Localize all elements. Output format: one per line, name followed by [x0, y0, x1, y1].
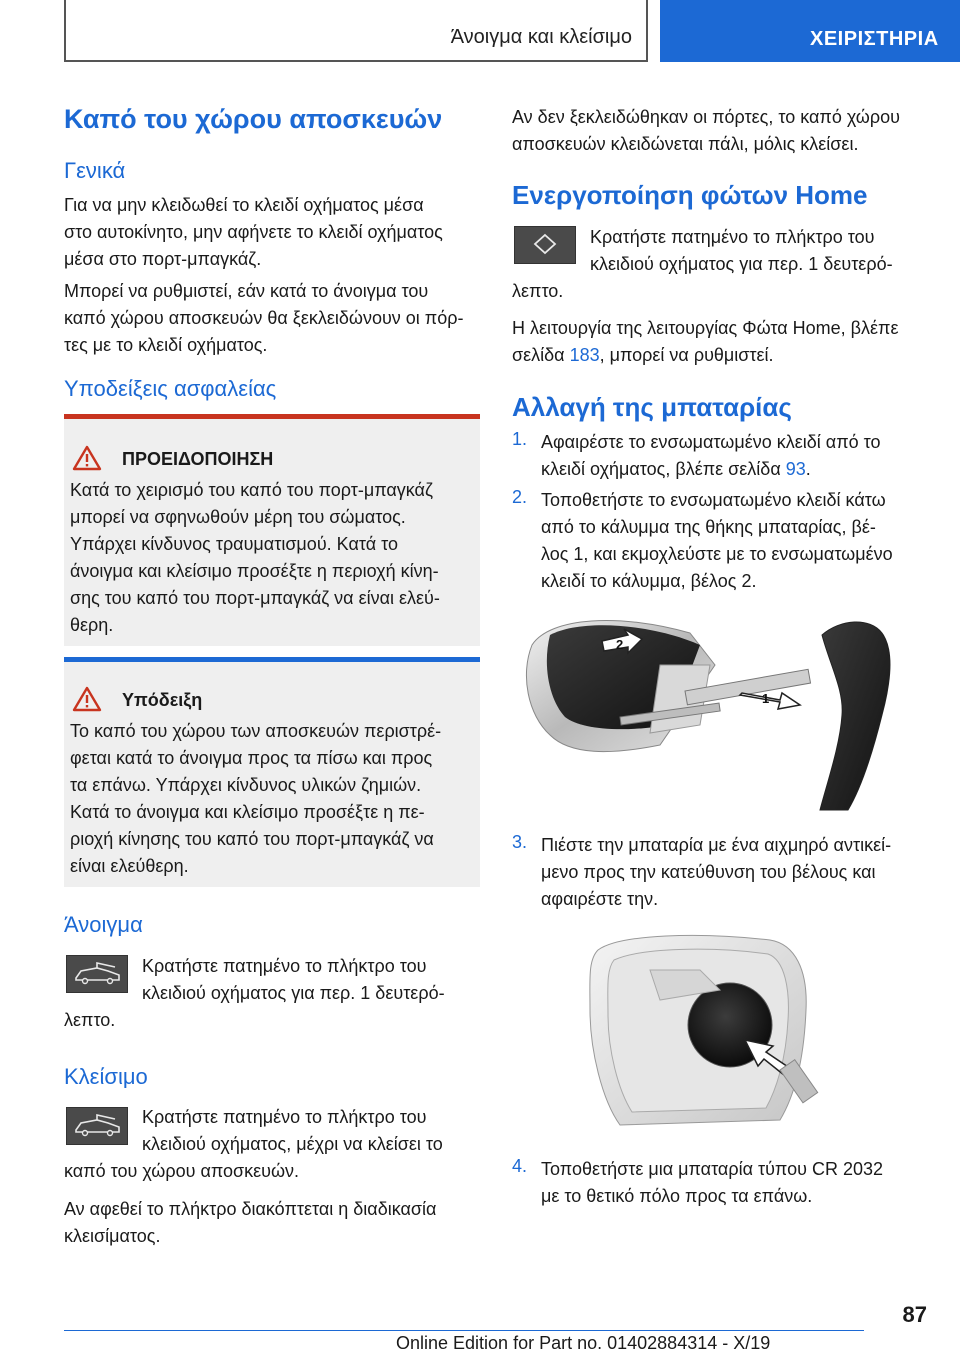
opening-text-b: λεπτο. — [64, 1010, 116, 1030]
list-item-4-text: Τοποθετήστε μια μπαταρία τύπου CR 2032 με το θετικό πόλο προς τα επάνω. — [541, 1159, 883, 1206]
page-link-93[interactable]: 93 — [785, 459, 806, 479]
right-paragraph-1: Αν δεν ξεκλειδώθηκαν οι πόρτες, το καπό χώρου αποσκευών κλειδώνεται πάλι, μόλις κλείσει. — [512, 107, 900, 154]
arrow-label-2: 2 — [616, 637, 624, 652]
chapter-title: Άνοιγμα και κλείσιμο — [450, 26, 632, 48]
list-item-2-text: Τοποθετήστε το ενσωματωμένο κλειδί κάτω από το κάλυμμα της θήκης μπαταρίας, βέ- λος 1, και εκμοχλεύστε με το ενσωματωμένο κλειδί το κάλυμμα, βέλος 2. — [541, 490, 893, 591]
closing-text-a: Κρατήστε πατημένο το πλήκτρο του κλειδιού οχήματος, μέχρι να κλείσει το — [142, 1107, 443, 1154]
list-number-2: 2. — [512, 487, 528, 507]
heading-home-lights: Ενεργοποίηση φώτων Home — [512, 180, 868, 210]
opening-text-a: Κρατήστε πατημένο το πλήκτρο του κλειδιού οχήματος για περ. 1 δευτερό- — [142, 956, 445, 1003]
section-tab[interactable]: ΧΕΙΡΙΣΤΗΡΙΑ — [660, 0, 960, 62]
home-lights-key-button-icon — [514, 226, 576, 264]
trunk-key-button-icon-2 — [66, 1107, 128, 1145]
list-item-1-text: Αφαιρέστε το ενσωματωμένο κλειδί από το κλειδί οχήματος, βλέπε σελίδα 93. — [541, 432, 881, 479]
list-number-1: 1. — [512, 429, 528, 449]
page-number: 87 — [902, 1302, 927, 1327]
header-chapter-box — [64, 0, 648, 62]
warning-triangle-icon — [72, 445, 102, 471]
key-cover-removal-illustration — [510, 605, 900, 817]
notice-text: Το καπό του χώρου των αποσκευών περιστρέ- φεται κατά το άνοιγμα προς τα πίσω και προς τα επάνω. Υπάρχει κίνδυνος υλικών ζημιών. Κατά το άνοιγμα και κλείσιμο προσέξτε η πε- ριοχή κίνησης του καπό του πορτ-μπαγκάζ να είναι ελεύθερη. — [70, 721, 442, 876]
page-link-183[interactable]: 183 — [569, 345, 600, 365]
heading-safety: Υποδείξεις ασφαλείας — [64, 376, 277, 401]
footer-divider — [64, 1330, 864, 1331]
battery-removal-illustration — [580, 930, 830, 1135]
list-number-3: 3. — [512, 832, 528, 852]
general-paragraph-1: Για να μην κλειδωθεί το κλειδί οχήματος μέσα στο αυτοκίνητο, μην αφήνετε το κλειδί οχήματος μέσα στο πορτ-μπαγκάζ. — [64, 195, 443, 269]
heading-battery: Αλλαγή της μπαταρίας — [512, 392, 792, 422]
notice-box — [64, 657, 480, 887]
list-item-3-text: Πιέστε την μπαταρία με ένα αιχμηρό αντικεί- μενο προς την κατεύθυνση του βέλους και αφαιρέστε την. — [541, 835, 892, 909]
warning-title: ΠΡΟΕΙΔΟΠΟΙΗΣΗ — [122, 449, 274, 469]
home-text-a: Κρατήστε πατημένο το πλήκτρο του κλειδιού οχήματος για περ. 1 δευτερό- — [590, 227, 893, 274]
warning-text: Κατά το χειρισμό του καπό του πορτ-μπαγκάζ μπορεί να σφηνωθούν μέρη του σώματος. Υπάρχει κίνδυνος τραυματισμού. Κατά το άνοιγμα και κλείσιμο προσέξτε η περιοχή κίνη- σης του καπό του πορτ-μπαγκάζ να είναι ελεύ- θερη. — [70, 480, 440, 635]
heading-closing: Κλείσιμο — [64, 1064, 148, 1089]
heading-general: Γενικά — [64, 158, 126, 183]
trunk-key-button-icon — [66, 955, 128, 993]
closing-paragraph-2: Αν αφεθεί το πλήκτρο διακόπτεται η διαδικασία κλεισίματος. — [64, 1199, 437, 1246]
notice-triangle-icon — [72, 686, 102, 712]
notice-title: Υπόδειξη — [122, 690, 203, 710]
heading-opening: Άνοιγμα — [64, 912, 143, 937]
arrow-label-1: 1 — [762, 691, 770, 706]
home-text-b: λεπτο. — [512, 281, 564, 301]
list-number-4: 4. — [512, 1156, 528, 1176]
closing-text-b: καπό του χώρου αποσκευών. — [64, 1161, 300, 1181]
general-paragraph-2: Μπορεί να ρυθμιστεί, εάν κατά το άνοιγμα του καπό χώρου αποσκευών θα ξεκλειδώνουν οι πόρ- τες με το κλειδί οχήματος. — [64, 281, 464, 355]
page-title: Καπό του χώρου αποσκευών — [64, 104, 443, 134]
warning-box — [64, 414, 480, 646]
home-paragraph-2: Η λειτουργία της λειτουργίας Φώτα Home, βλέπε σελίδα 183, μπορεί να ρυθμιστεί. — [512, 318, 899, 365]
footer-edition: Online Edition for Part no. 01402884314 - X/19 — [396, 1333, 771, 1353]
